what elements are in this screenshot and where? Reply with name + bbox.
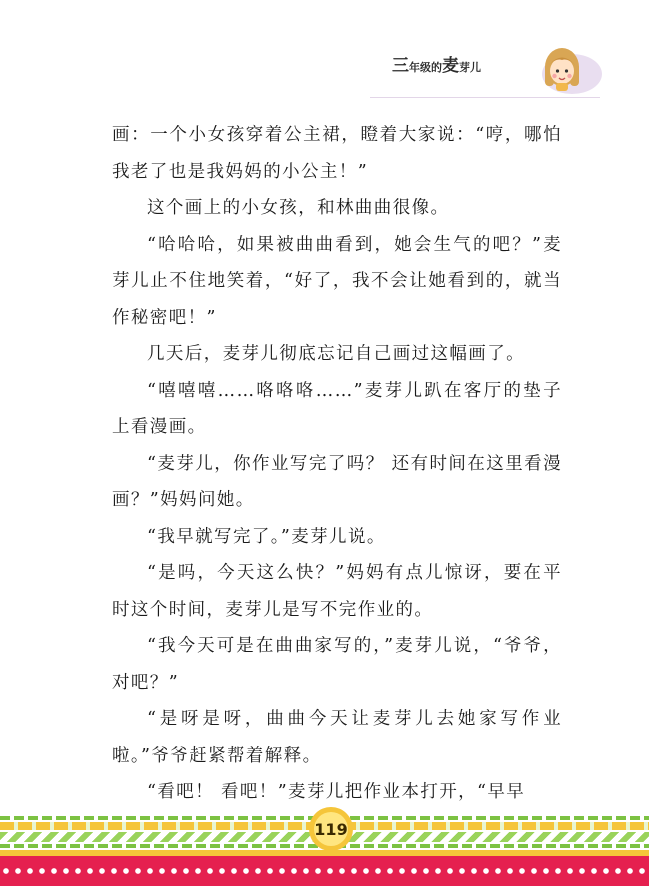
girl-mascot-icon <box>538 38 602 98</box>
paragraph: 这个画上的小女孩，和林曲曲很像。 <box>147 198 450 218</box>
paragraph: “是吗，今天这么快？”妈妈有点儿惊讶，要在平时这个时间，麦芽儿是写不完作业的。 <box>112 563 562 620</box>
book-title-part: 芽 <box>459 61 470 74</box>
book-title <box>392 51 481 76</box>
book-title-part: 三 <box>392 56 409 76</box>
paragraph: 几天后，麦芽儿彻底忘记自己画过这幅画了。 <box>147 344 525 364</box>
paragraph: “我早就写完了。”麦芽儿说。 <box>147 526 386 547</box>
book-title-part: 麦 <box>442 56 459 76</box>
story-text <box>112 117 562 811</box>
paragraph: “嘻嘻嘻……咯咯咯……”麦芽儿趴在客厅的垫子上看漫画。 <box>112 380 562 437</box>
paragraph: “我今天可是在曲曲家写的，”麦芽儿说，“爷爷，对吧？” <box>112 636 562 693</box>
book-title-part: 儿 <box>470 61 481 74</box>
paragraph: 画：一个小女孩穿着公主裙，瞪着大家说：“哼，哪怕我老了也是我妈妈的小公主！” <box>112 125 562 182</box>
paragraph: “麦芽儿，你作业写完了吗？ 还有时间在这里看漫画？”妈妈问她。 <box>112 453 562 510</box>
paragraph: “哈哈哈，如果被曲曲看到，她会生气的吧？”麦芽儿止不住地笑着，“好了，我不会让她看到的，就当作秘密吧！” <box>112 234 562 328</box>
page-number: 119 <box>314 819 348 839</box>
paragraph: “看吧！ 看吧！”麦芽儿把作业本打开，“早早 <box>147 782 526 802</box>
book-title-part: 年级的 <box>409 61 442 74</box>
paragraph: “是呀是呀，曲曲今天让麦芽儿去她家写作业啦。”爷爷赶紧帮着解释。 <box>112 709 562 766</box>
